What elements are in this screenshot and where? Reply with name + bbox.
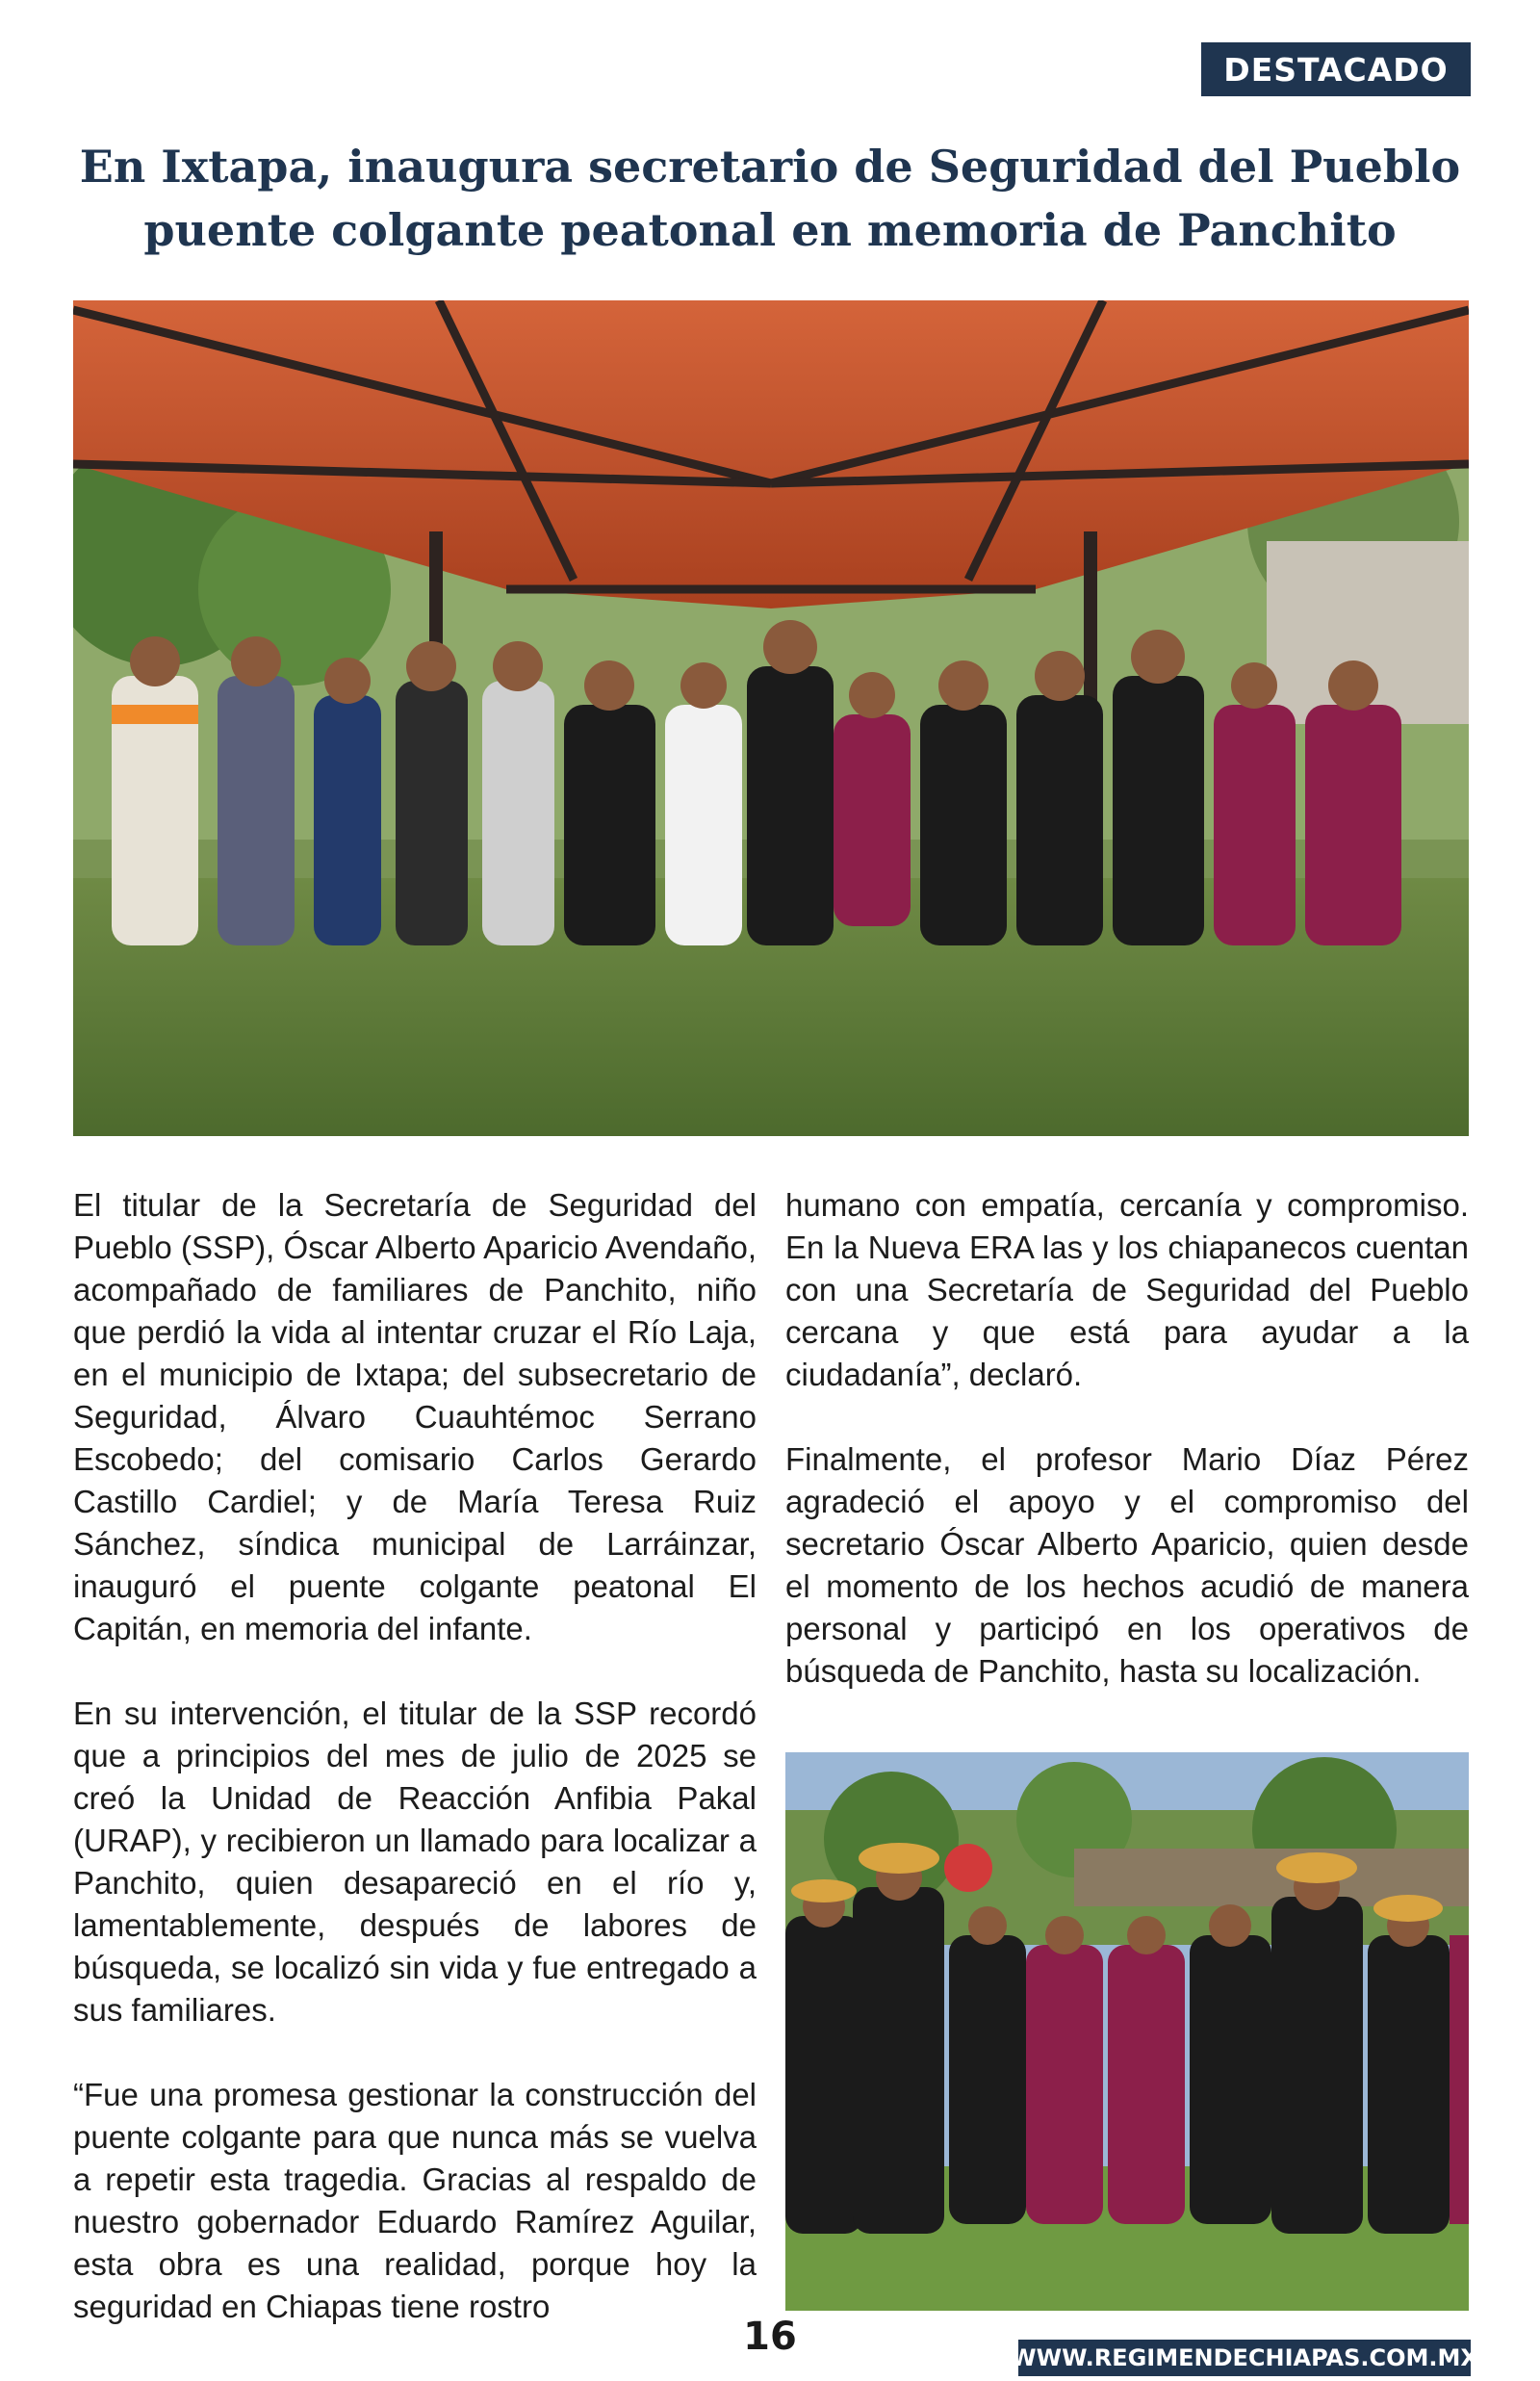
article-paragraph: Finalmente, el profesor Mario Díaz Pérez agradeció el apoyo y el compromiso del secretario Óscar Alberto Aparicio, quien desde el momento de los hechos acudió de manera personal y participó en los operativos de búsqueda de Panchito, hasta su localización. bbox=[785, 1441, 1469, 1689]
page-number: 16 bbox=[743, 2315, 797, 2359]
main-photo-group-under-roof bbox=[73, 300, 1469, 1136]
secondary-photo-illustration bbox=[785, 1752, 1469, 2311]
main-photo-illustration bbox=[73, 300, 1469, 1136]
section-tag: DESTACADO bbox=[1201, 42, 1471, 96]
article-paragraph: humano con empatía, cercanía y compromiso. En la Nueva ERA las y los chiapanecos cuentan con una Secretaría de Seguridad del Pueblo cercana y que está para ayudar a la ciudadanía”, declaró. bbox=[785, 1187, 1469, 1392]
headline-line-1: En Ixtapa, inaugura secretario de Seguridad del Pueblo bbox=[79, 141, 1461, 193]
secondary-photo-group-outdoors bbox=[785, 1752, 1469, 2311]
website-link[interactable]: WWW.REGIMENDECHIAPAS.COM.MX bbox=[1018, 2340, 1471, 2376]
headline-line-2: puente colgante peatonal en memoria de Panchito bbox=[143, 204, 1397, 256]
article-paragraph: “Fue una promesa gestionar la construcción del puente colgante para que nunca más se vuelva a repetir esta tragedia. Gracias al respaldo de nuestro gobernador Eduardo Ramírez Aguilar, esta obra es una realidad, porque hoy la seguridad en Chiapas tiene rostro bbox=[73, 2077, 757, 2324]
article-column-left bbox=[73, 1184, 757, 2370]
article-paragraph: En su intervención, el titular de la SSP recordó que a principios del mes de julio de 2025 se creó la Unidad de Reacción Anfibia Pakal (URAP), y recibieron un llamado para localizar a Panchito, quien desapareció en el río y, lamentablemente, después de labores de búsqueda, se localizó sin vida y fue entregado a sus familiares. bbox=[73, 1695, 757, 2028]
article-paragraph: El titular de la Secretaría de Seguridad del Pueblo (SSP), Óscar Alberto Aparicio Avendaño, acompañado de familiares de Panchito, niño que perdió la vida al intentar cruzar el Río Laja, en el municipio de Ixtapa; del subsecretario de Seguridad, Álvaro Cuauhtémoc Serrano Escobedo; del comisario Carlos Gerardo Castillo Cardiel; y de María Teresa Ruiz Sánchez, síndica municipal de Larráinzar, inauguró el puente colgante peatonal El Capitán, en memoria del infante. bbox=[73, 1187, 757, 1646]
article-column-right bbox=[785, 1184, 1469, 1735]
headline bbox=[58, 135, 1482, 262]
